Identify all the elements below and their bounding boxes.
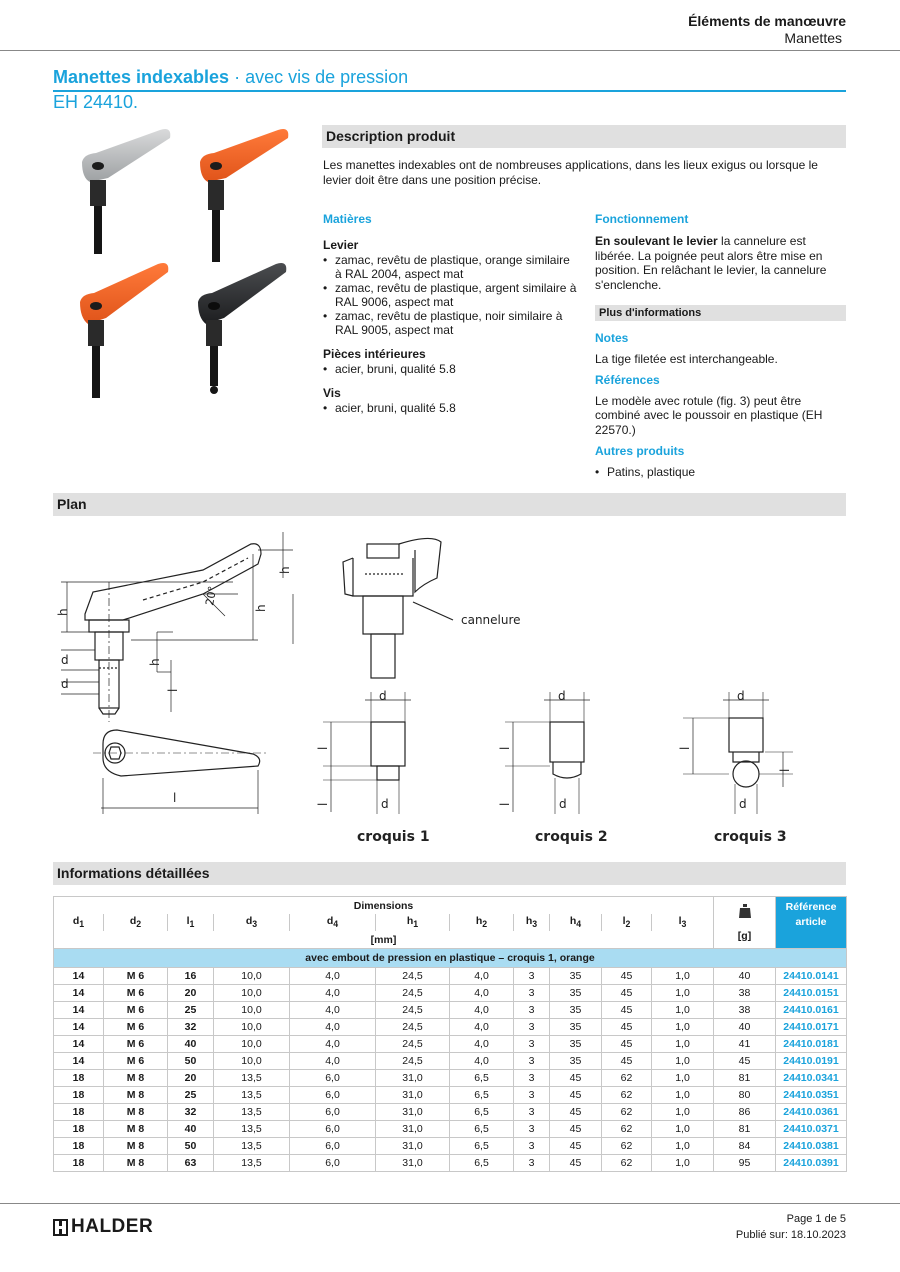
table-cell: 45 — [602, 1053, 652, 1070]
notes-text: La tige filetée est interchangeable. — [595, 352, 778, 366]
table-cell: M 8 — [104, 1087, 168, 1104]
table-cell: 31,0 — [376, 1104, 450, 1121]
table-cell: 18 — [54, 1138, 104, 1155]
table-row — [54, 1002, 847, 1019]
table-cell: 20 — [168, 1070, 214, 1087]
svg-text:d: d — [379, 689, 387, 703]
weight-icon — [739, 904, 751, 918]
table-cell: 25 — [168, 1002, 214, 1019]
table-cell: 4,0 — [450, 985, 514, 1002]
table-cell: 31,0 — [376, 1121, 450, 1138]
svg-text:h: h — [148, 658, 162, 666]
table-cell: 38 — [714, 985, 776, 1002]
list-item: • acier, bruni, qualité 5.8 — [323, 362, 578, 376]
table-cell: 45 — [550, 1155, 602, 1172]
svg-text:l: l — [498, 746, 512, 750]
table-cell: 81 — [714, 1070, 776, 1087]
table-row — [54, 985, 847, 1002]
table-cell: 1,0 — [652, 1138, 714, 1155]
table-cell: 13,5 — [214, 1121, 290, 1138]
table-cell: 14 — [54, 985, 104, 1002]
table-cell: 10,0 — [214, 1036, 290, 1053]
table-cell: 1,0 — [652, 1070, 714, 1087]
table-row — [54, 1053, 847, 1070]
svg-text:l: l — [498, 802, 512, 806]
table-cell: 31,0 — [376, 1138, 450, 1155]
table-cell: 1,0 — [652, 1104, 714, 1121]
table-cell: 6,5 — [450, 1104, 514, 1121]
table-cell: 18 — [54, 1087, 104, 1104]
more-info-heading: Plus d'informations — [595, 305, 846, 321]
reference-link[interactable]: 24410.0391 — [776, 1155, 847, 1172]
reference-link[interactable]: 24410.0351 — [776, 1087, 847, 1104]
table-cell: M 8 — [104, 1138, 168, 1155]
table-cell: 81 — [714, 1121, 776, 1138]
table-cell: 45 — [602, 1002, 652, 1019]
table-cell: 24,5 — [376, 985, 450, 1002]
table-cell: 10,0 — [214, 1053, 290, 1070]
function-section — [595, 212, 845, 292]
lever-orange-top — [200, 129, 288, 262]
table-cell: 4,0 — [450, 968, 514, 985]
table-cell: 40 — [714, 1019, 776, 1036]
description-heading: Description produit — [322, 125, 846, 148]
table-cell: 84 — [714, 1138, 776, 1155]
document-category: Éléments de manœuvre — [688, 13, 846, 29]
reference-link[interactable]: 24410.0361 — [776, 1104, 847, 1121]
weight-col — [714, 897, 776, 949]
table-cell: 6,5 — [450, 1138, 514, 1155]
table-cell: 14 — [54, 1002, 104, 1019]
croquis-3-label: croquis 3 — [714, 829, 787, 845]
table-cell: 1,0 — [652, 1087, 714, 1104]
materials-internal-title: Pièces intérieures — [323, 347, 426, 361]
svg-text:h: h — [56, 608, 70, 616]
table-cell: 6,0 — [290, 1104, 376, 1121]
table-cell: 4,0 — [450, 1036, 514, 1053]
list-item: • Patins, plastique — [595, 465, 845, 479]
table-cell: 6,5 — [450, 1155, 514, 1172]
table-cell: 10,0 — [214, 1002, 290, 1019]
table-cell: 16 — [168, 968, 214, 985]
reference-link[interactable]: 24410.0381 — [776, 1138, 847, 1155]
table-cell: 45 — [602, 1036, 652, 1053]
svg-text:l: l — [166, 688, 180, 692]
table-cell: 35 — [550, 1036, 602, 1053]
table-cell: 3 — [514, 1070, 550, 1087]
table-cell: 45 — [602, 968, 652, 985]
table-cell: 86 — [714, 1104, 776, 1121]
function-heading: Fonctionnement — [595, 212, 689, 226]
function-text — [595, 234, 845, 292]
reference-link[interactable]: 24410.0161 — [776, 1002, 847, 1019]
table-cell: 10,0 — [214, 1019, 290, 1036]
reference-link[interactable]: 24410.0181 — [776, 1036, 847, 1053]
table-cell: 45 — [550, 1138, 602, 1155]
materials-screw-title: Vis — [323, 386, 341, 400]
table-cell: 3 — [514, 1019, 550, 1036]
reference-link[interactable]: 24410.0371 — [776, 1121, 847, 1138]
table-cell: 45 — [550, 1087, 602, 1104]
col-d4: $d_4$ — [290, 914, 376, 931]
table-cell: 45 — [602, 985, 652, 1002]
weight-unit: [g] — [737, 929, 752, 942]
table-cell: 95 — [714, 1155, 776, 1172]
table-cell: 1,0 — [652, 985, 714, 1002]
table-cell: 4,0 — [450, 1002, 514, 1019]
table-cell: 10,0 — [214, 968, 290, 985]
references-text: Le modèle avec rotule (fig. 3) peut être combiné avec le poussoir en plastique (EH 22570.) — [595, 393, 823, 437]
table-cell: 13,5 — [214, 1138, 290, 1155]
table-cell: 4,0 — [290, 1019, 376, 1036]
table-row — [54, 968, 847, 985]
table-cell: 3 — [514, 1002, 550, 1019]
materials-lever-title: Levier — [323, 238, 359, 252]
table-cell: 45 — [550, 1121, 602, 1138]
reference-link[interactable]: 24410.0191 — [776, 1053, 847, 1070]
table-cell: 1,0 — [652, 1053, 714, 1070]
table-row — [54, 1155, 847, 1172]
table-cell: 32 — [168, 1019, 214, 1036]
table-cell: 18 — [54, 1121, 104, 1138]
svg-text:d: d — [381, 797, 389, 811]
table-cell: 6,0 — [290, 1121, 376, 1138]
table-cell: 4,0 — [450, 1019, 514, 1036]
table-cell: 4,0 — [290, 1036, 376, 1053]
table-cell: 4,0 — [290, 985, 376, 1002]
table-cell: 31,0 — [376, 1087, 450, 1104]
lever-orange-bottom — [80, 263, 168, 398]
details-table — [53, 896, 847, 1172]
table-cell: 3 — [514, 985, 550, 1002]
table-cell: 62 — [602, 1104, 652, 1121]
lever-grey — [82, 129, 170, 254]
svg-text:d: d — [739, 797, 747, 811]
table-cell: 32 — [168, 1104, 214, 1121]
table-cell: 6,5 — [450, 1087, 514, 1104]
table-cell: 80 — [714, 1087, 776, 1104]
materials-lever-list — [323, 253, 578, 337]
footer-divider — [0, 1203, 900, 1204]
table-cell: 3 — [514, 1121, 550, 1138]
col-d3: $d_3$ — [214, 914, 290, 931]
table-cell: 3 — [514, 1155, 550, 1172]
col-l2: $l_2$ — [602, 914, 652, 931]
table-cell: 20 — [168, 985, 214, 1002]
table-cell: 3 — [514, 1087, 550, 1104]
table-cell: M 6 — [104, 1002, 168, 1019]
table-row — [54, 1019, 847, 1036]
table-cell: 4,0 — [450, 1053, 514, 1070]
table-cell: 18 — [54, 1155, 104, 1172]
table-cell: 4,0 — [290, 1053, 376, 1070]
unit-mm: [mm] — [54, 931, 714, 949]
list-item: • zamac, revêtu de plastique, noir similaire à RAL 9005, aspect mat — [323, 309, 578, 337]
col-h3: $h_3$ — [514, 914, 550, 931]
dimensions-label: Dimensions — [54, 897, 714, 915]
table-cell: 35 — [550, 1053, 602, 1070]
table-cell: M 6 — [104, 1053, 168, 1070]
svg-text:h: h — [254, 604, 268, 612]
table-cell: 63 — [168, 1155, 214, 1172]
table-cell: M 8 — [104, 1121, 168, 1138]
reference-link[interactable]: 24410.0171 — [776, 1019, 847, 1036]
svg-text:l: l — [678, 746, 692, 750]
table-cell: 62 — [602, 1070, 652, 1087]
product-title — [53, 67, 408, 88]
table-cell: 1,0 — [652, 1121, 714, 1138]
table-cell: 45 — [550, 1070, 602, 1087]
svg-text:d: d — [559, 797, 567, 811]
more-info-section — [595, 331, 845, 479]
col-h4: $h_4$ — [550, 914, 602, 931]
table-cell: 3 — [514, 1138, 550, 1155]
table-cell: 13,5 — [214, 1087, 290, 1104]
table-cell: 1,0 — [652, 1019, 714, 1036]
table-cell: 62 — [602, 1155, 652, 1172]
table-cell: 35 — [550, 1019, 602, 1036]
table-cell: 3 — [514, 1053, 550, 1070]
materials-screw-list — [323, 401, 578, 415]
table-cell: M 6 — [104, 968, 168, 985]
svg-text:d: d — [61, 677, 69, 691]
table-cell: M 8 — [104, 1070, 168, 1087]
reference-link[interactable]: 24410.0341 — [776, 1070, 847, 1087]
table-cell: M 6 — [104, 1019, 168, 1036]
document-subcategory: Manettes — [784, 30, 842, 46]
table-cell: 3 — [514, 1036, 550, 1053]
svg-text:h: h — [278, 566, 292, 574]
brand-name: HALDER — [71, 1216, 154, 1237]
table-cell: 24,5 — [376, 968, 450, 985]
table-cell: 38 — [714, 1002, 776, 1019]
table-cell: 14 — [54, 1053, 104, 1070]
croquis-1-label: croquis 1 — [357, 829, 430, 845]
table-cell: 45 — [602, 1019, 652, 1036]
angle-label: 20° — [203, 585, 220, 607]
table-cell: 50 — [168, 1053, 214, 1070]
svg-text:l: l — [173, 791, 177, 805]
svg-text:d: d — [61, 653, 69, 667]
list-item: • zamac, revêtu de plastique, orange similaire à RAL 2004, aspect mat — [323, 253, 578, 281]
col-h1: $h_1$ — [376, 914, 450, 931]
table-cell: 62 — [602, 1087, 652, 1104]
materials-heading: Matières — [323, 212, 372, 226]
function-lead: En soulevant le levier — [595, 234, 718, 248]
reference-link[interactable]: 24410.0141 — [776, 968, 847, 985]
table-row — [54, 1121, 847, 1138]
table-cell: 1,0 — [652, 1155, 714, 1172]
table-cell: 24,5 — [376, 1036, 450, 1053]
table-cell: 35 — [550, 985, 602, 1002]
table-cell: 35 — [550, 968, 602, 985]
other-products-list — [595, 465, 845, 479]
table-cell: M 6 — [104, 1036, 168, 1053]
table-cell: 1,0 — [652, 968, 714, 985]
table-cell: 41 — [714, 1036, 776, 1053]
table-cell: 3 — [514, 968, 550, 985]
table-cell: 6,0 — [290, 1155, 376, 1172]
table-cell: 14 — [54, 1036, 104, 1053]
table-cell: 31,0 — [376, 1070, 450, 1087]
svg-text:d: d — [558, 689, 566, 703]
group-label: avec embout de pression en plastique – croquis 1, orange — [54, 949, 847, 968]
table-cell: 6,5 — [450, 1070, 514, 1087]
plan-heading: Plan — [53, 493, 846, 516]
lever-black — [198, 263, 286, 394]
materials-internal-list — [323, 362, 578, 376]
details-heading: Informations détaillées — [53, 862, 846, 885]
table-row — [54, 1087, 847, 1104]
table-cell: 1,0 — [652, 1036, 714, 1053]
table-cell: 18 — [54, 1104, 104, 1121]
product-title-sub: avec vis de pression — [245, 67, 409, 87]
svg-text:l: l — [778, 768, 792, 772]
table-cell: 18 — [54, 1070, 104, 1087]
notes-heading: Notes — [595, 331, 629, 345]
product-code: EH 24410. — [53, 92, 139, 112]
list-item: • acier, bruni, qualité 5.8 — [323, 401, 578, 415]
col-l1: $l_1$ — [168, 914, 214, 931]
references-heading: Références — [595, 372, 660, 387]
function-body: la cannelure est libérée. La poignée peut alors être mise en position. En relâchant le levier, la cannelure s'enclenche. — [595, 234, 827, 292]
reference-header: Référence article — [776, 897, 847, 949]
table-row — [54, 1104, 847, 1121]
table-cell: 6,0 — [290, 1087, 376, 1104]
table-cell: M 8 — [104, 1155, 168, 1172]
table-cell: 14 — [54, 968, 104, 985]
table-row — [54, 1070, 847, 1087]
svg-text:l: l — [316, 802, 330, 806]
table-cell: 40 — [168, 1121, 214, 1138]
table-cell: 50 — [168, 1138, 214, 1155]
product-title-separator: · — [234, 67, 241, 87]
table-cell: 10,0 — [214, 985, 290, 1002]
col-d2: $d_2$ — [104, 914, 168, 931]
table-cell: 24,5 — [376, 1053, 450, 1070]
table-cell: 62 — [602, 1138, 652, 1155]
table-cell: 6,0 — [290, 1138, 376, 1155]
table-cell: 4,0 — [290, 968, 376, 985]
svg-text:d: d — [737, 689, 745, 703]
table-row — [54, 1036, 847, 1053]
materials-section — [323, 212, 578, 415]
table-cell: 40 — [168, 1036, 214, 1053]
table-cell: 3 — [514, 1104, 550, 1121]
details-table-wrap — [53, 896, 847, 1172]
published-date: Publié sur: 18.10.2023 — [735, 1229, 846, 1241]
table-cell: 1,0 — [652, 1002, 714, 1019]
brand-logo — [53, 1216, 153, 1238]
title-divider — [53, 90, 846, 92]
other-products-heading: Autres produits — [595, 444, 685, 458]
table-cell: 4,0 — [290, 1002, 376, 1019]
description-text: Les manettes indexables ont de nombreuses applications, dans les lieux exigus ou lorsque le levier doit être dans une position précise. — [323, 158, 818, 187]
table-cell: 35 — [550, 1002, 602, 1019]
table-cell: 31,0 — [376, 1155, 450, 1172]
list-item: • zamac, revêtu de plastique, argent similaire à RAL 9006, aspect mat — [323, 281, 578, 309]
technical-drawing — [53, 522, 846, 852]
table-cell: 25 — [168, 1087, 214, 1104]
table-cell: 6,5 — [450, 1121, 514, 1138]
table-cell: 13,5 — [214, 1104, 290, 1121]
col-d1: $d_1$ — [54, 914, 104, 931]
col-l3: $l_3$ — [652, 914, 714, 931]
croquis-2-label: croquis 2 — [535, 829, 608, 845]
product-photo — [60, 120, 300, 410]
table-cell: M 6 — [104, 985, 168, 1002]
table-cell: 13,5 — [214, 1155, 290, 1172]
table-cell: M 8 — [104, 1104, 168, 1121]
header-divider — [0, 50, 900, 51]
table-cell: 6,0 — [290, 1070, 376, 1087]
table-cell: 45 — [550, 1104, 602, 1121]
table-cell: 40 — [714, 968, 776, 985]
cannelure-label: cannelure — [461, 613, 521, 627]
halder-logo-icon — [53, 1219, 68, 1236]
table-cell: 13,5 — [214, 1070, 290, 1087]
page-number: Page 1 de 5 — [786, 1213, 846, 1225]
table-cell: 14 — [54, 1019, 104, 1036]
table-cell: 24,5 — [376, 1019, 450, 1036]
col-h2: $h_2$ — [450, 914, 514, 931]
table-cell: 62 — [602, 1121, 652, 1138]
reference-link[interactable]: 24410.0151 — [776, 985, 847, 1002]
product-title-main: Manettes indexables — [53, 67, 230, 87]
table-cell: 45 — [714, 1053, 776, 1070]
table-cell: 24,5 — [376, 1002, 450, 1019]
svg-text:l: l — [316, 746, 330, 750]
table-row — [54, 1138, 847, 1155]
